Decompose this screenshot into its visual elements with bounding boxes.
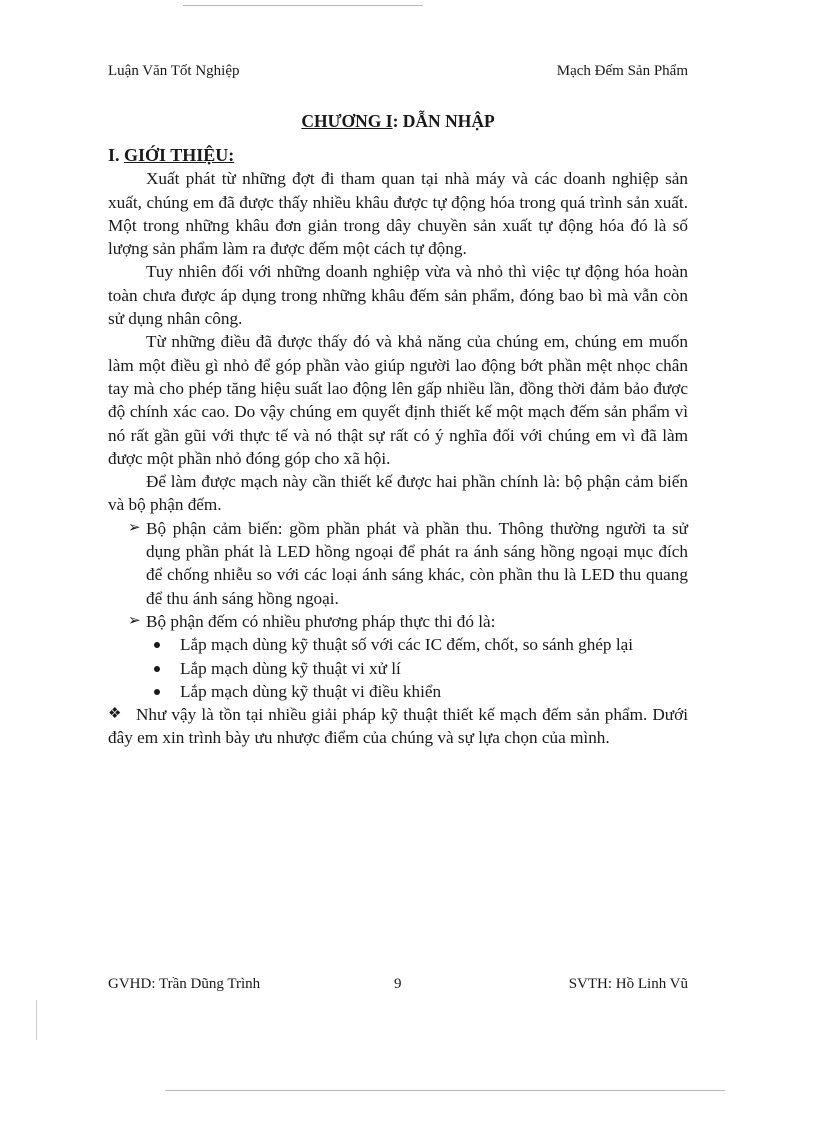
page-number: 9 [394,976,402,992]
arrow-list-item: ➢ Bộ phận đếm có nhiều phương pháp thực thi đó là: [108,610,688,633]
diamond-bullet-icon: ❖ [108,706,122,723]
page-header [108,63,688,80]
bullet-dot-icon [154,666,160,672]
page-footer [108,976,688,993]
paragraph: Xuất phát từ những đợt đi tham quan tại nhà máy và các doanh nghiệp sản xuất, chúng em đã được thấy nhiều khâu được tự động hóa trong quá trình sản xuất. Một trong những khâu đơn giản trong dây chuyền sản xuất tự động hóa đó là số lượng sản phẩm làm ra được đếm một cách tự động. [108,169,688,259]
bullet-dot-icon [154,642,160,648]
header-thesis-label: Luận Văn Tốt Nghiệp [108,63,240,79]
scan-artifact-bottom [165,1090,725,1091]
arrow-list-item: ➢ Bộ phận cảm biến: gồm phần phát và phần thu. Thông thường người ta sử dụng phần phát là LED hồng ngoại để phát ra ánh sáng hồng ngoại mục đích để chống nhiễu so với các loại ánh sáng khác, còn phần thu là LED thu quang để thu ánh sáng hồng ngoại. [128,518,688,608]
bullet-item: Lắp mạch dùng kỹ thuật số với các IC đếm, chốt, so sánh ghép lại [180,633,688,656]
page-body [108,110,688,750]
conclusion-paragraph: ❖ Như vậy là tồn tại nhiều giải pháp kỹ thuật thiết kế mạch đếm sản phẩm. Dưới đây em xin trình bày ưu nhược điểm của chúng và sự lựa chọn của mình. [108,705,688,748]
paragraph: Từ những điều đã được thấy đó và khả năng của chúng em, chúng em muốn làm một điều gì nhỏ để góp phần vào giúp người lao động bớt phần mệt nhọc chân tay mà cho phép tăng hiệu suất lao động lên gấp nhiều lần, đồng thời đảm bảo được độ chính xác cao. Do vậy chúng em quyết định thiết kế một mạch đếm sản phẩm vì nó rất gần gũi với thực tế và nó thật sự rất có ý nghĩa đối với chúng em vì đã làm được một phần nhỏ đóng góp cho xã hội. [108,332,688,468]
paragraph: Để làm được mạch này cần thiết kế được hai phần chính là: bộ phận cảm biến và bộ phận đếm. [108,472,688,515]
bullet-dot-icon [154,689,160,695]
scan-artifact-left [36,1000,37,1040]
arrow-bullet-icon: ➢ [128,612,141,629]
arrow-bullet-icon: ➢ [128,519,141,536]
scan-artifact-top [183,5,423,6]
chapter-title: CHƯƠNG I: DẪN NHẬP [301,111,495,131]
bullet-list [108,633,688,703]
header-topic-label: Mạch Đếm Sản Phẩm [556,63,688,79]
paragraph: Tuy nhiên đối với những doanh nghiệp vừa và nhỏ thì việc tự động hóa hoàn toàn chưa được áp dụng trong những khâu đếm sản phẩm, đóng bao bì mà vẫn còn sử dụng nhân công. [108,262,688,329]
bullet-item: Lắp mạch dùng kỹ thuật vi điều khiển [180,680,688,703]
footer-student: SVTH: Hồ Linh Vũ [568,976,688,992]
footer-advisor: GVHD: Trần Dũng Trình [108,976,261,992]
section-heading: I. GIỚI THIỆU: [108,145,235,166]
bullet-item: Lắp mạch dùng kỹ thuật vi xử lí [180,657,688,680]
